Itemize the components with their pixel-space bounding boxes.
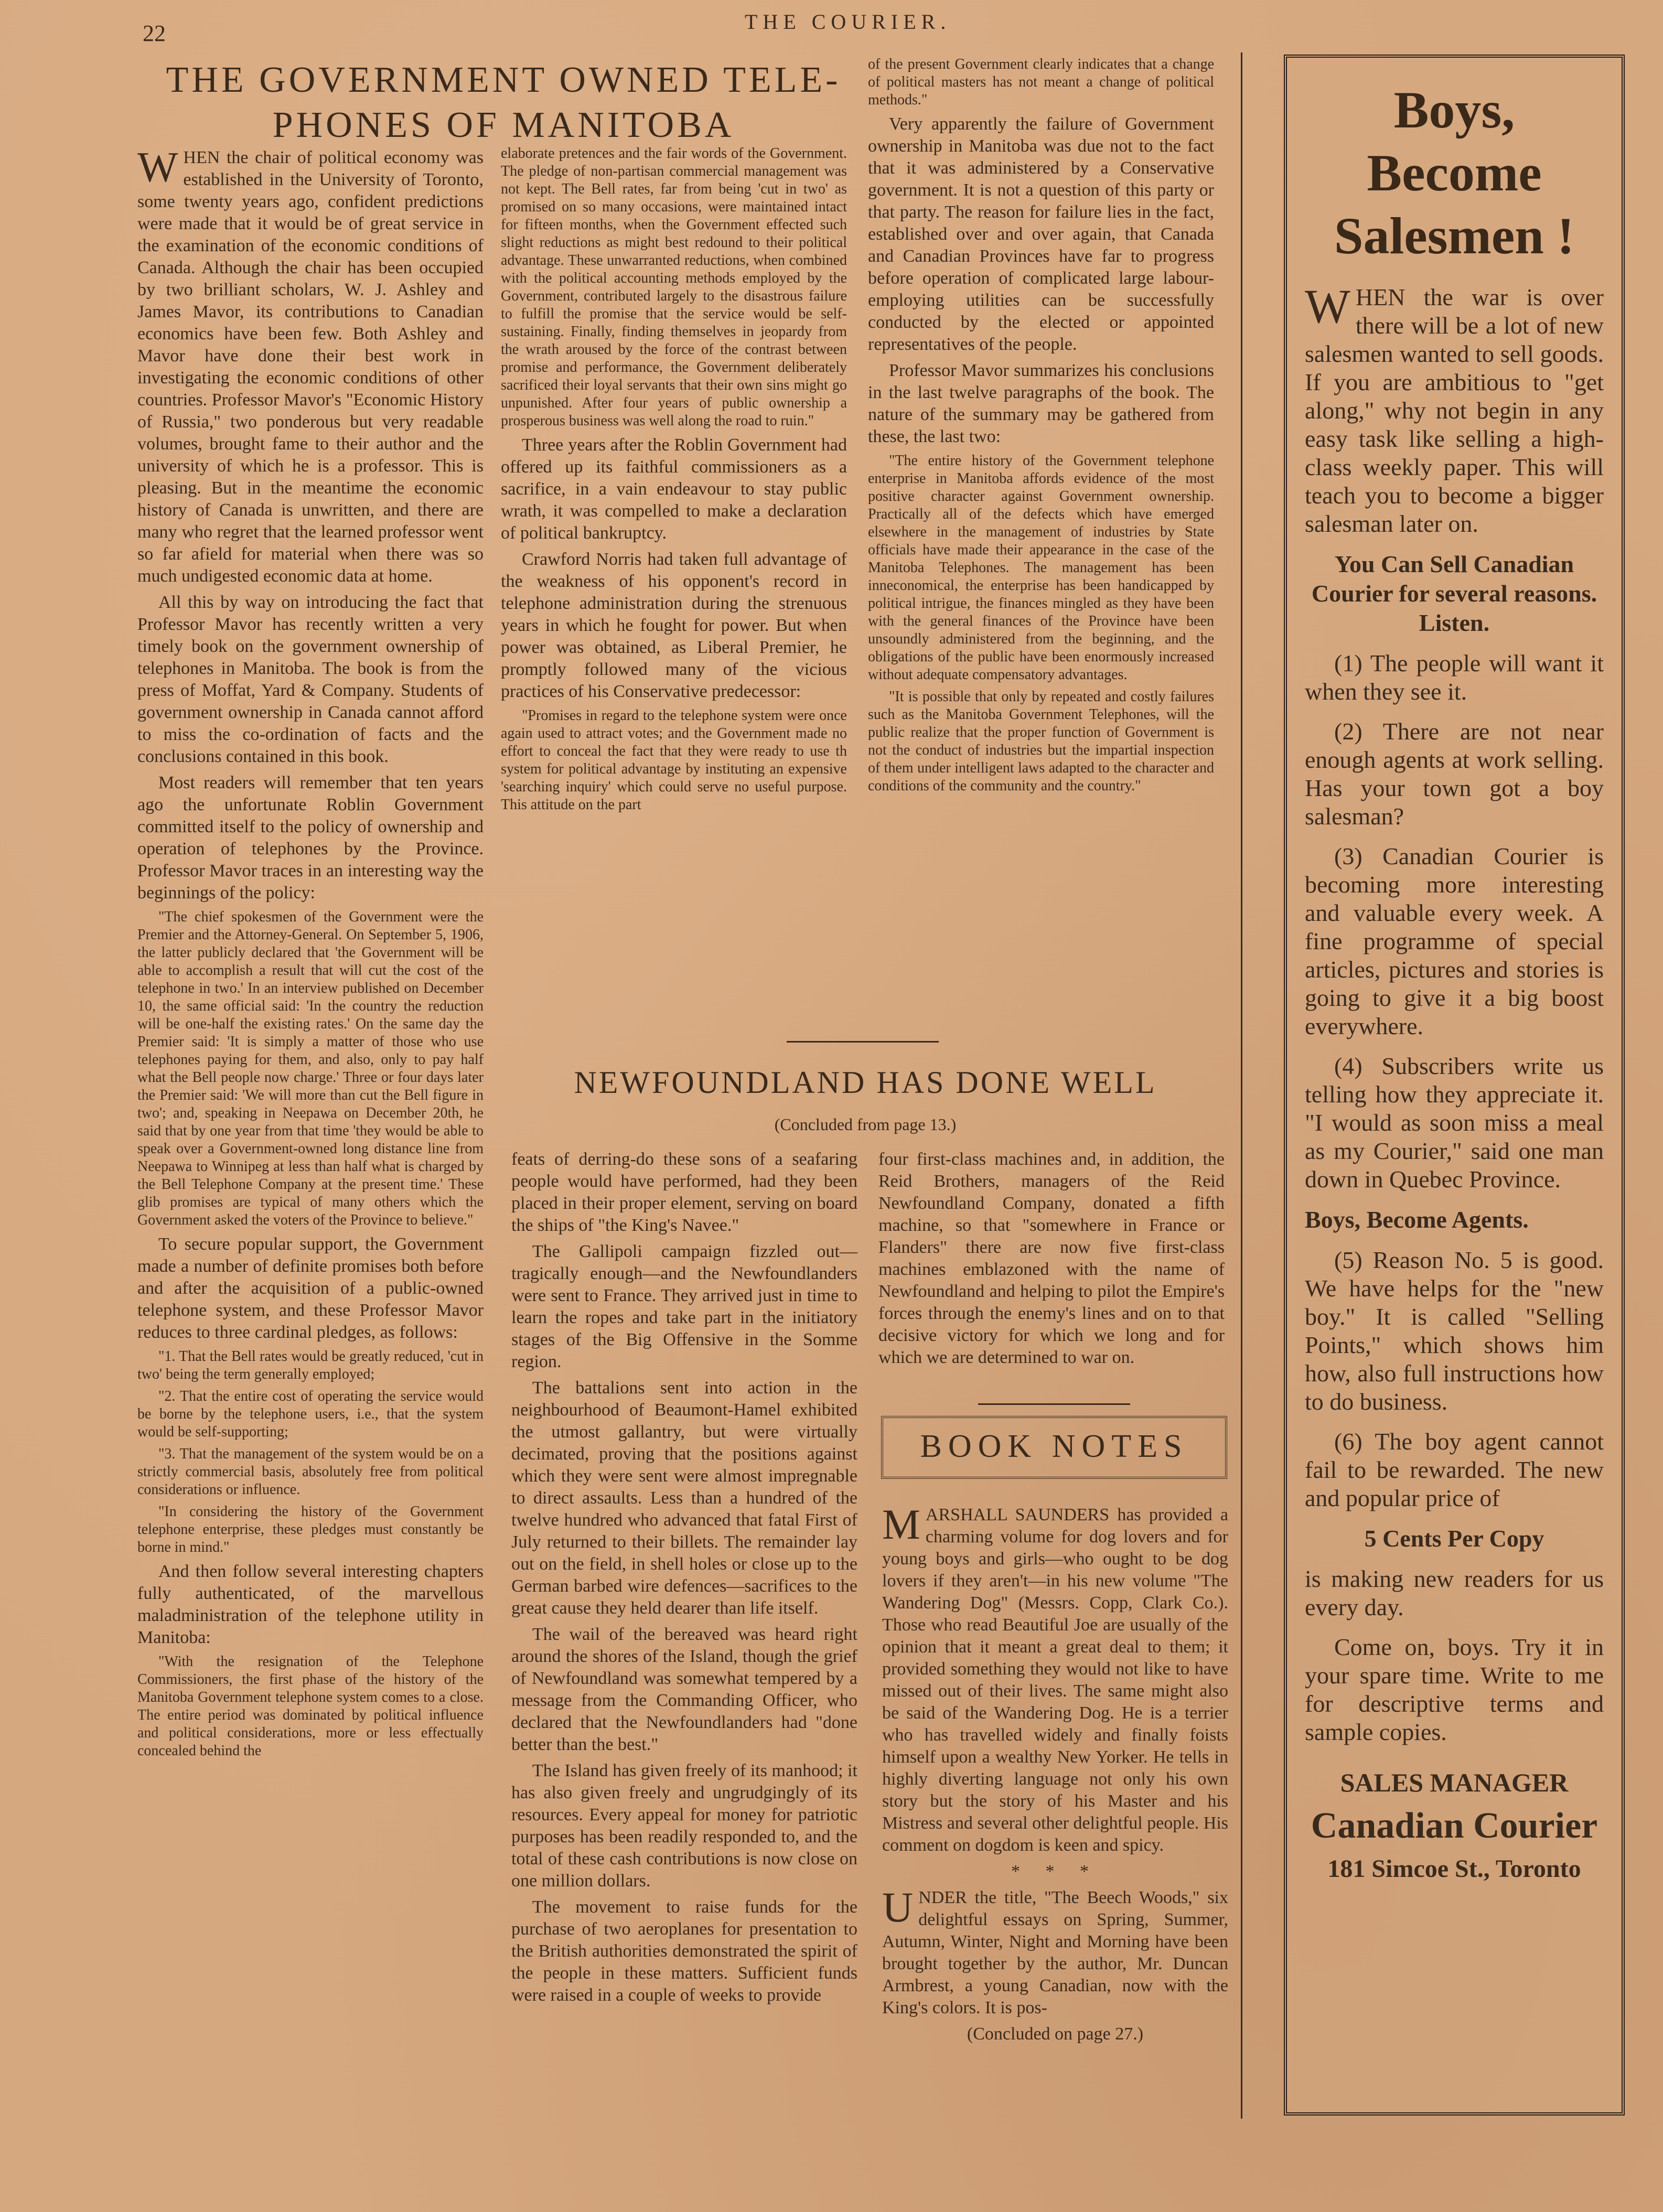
paragraph: The Gallipoli campaign fizzled out—tragically enough—and the Newfoundlanders were sent to France. They arrived just in time to learn the ropes and take part in the initiatory stages of the Big Offensive in the Somme region. <box>511 1242 857 1371</box>
ad-title-line-2: Salesmen ! <box>1334 207 1575 265</box>
ad-address: 181 Simcoe St., Toronto <box>1327 1855 1581 1883</box>
book-notes-heading: BOOK NOTES <box>881 1416 1227 1479</box>
book-review: MARSHALL SAUNDERS has provided a charming volume for dog lovers and for young boys and girls—who ought to be dog lovers if they aren't—in his new volume "The Wandering Dog" (Messrs. Copp, Clark Co.). Those who read Beautiful Joe are usually of the opinion that it meant a great deal to them; it provided something they would not like to have missed out of their lives. The same might also be said of the Wandering Dog. He is a terrier who has travelled widely and finally foists himself upon a wealthy New Yorker. He tells in highly diverting language not only his own story but the story of his Master and his Mistress and several other delightful people. His comment on dogdom is keen and spicy. <box>882 1500 1229 1855</box>
ad-reason-3: (3) Canadian Courier is becoming more interesting and valuable every week. A fine programme of special articles, pictures and stories is going to give it a big boost everywhere. <box>1305 843 1604 1039</box>
lead-paragraph: WHEN the chair of political economy was established in the University of Toronto, some twenty years ago, confident predictions were made that it would be of great service in the examination of the economic conditions of Canada. Although the chair has been occupied by two brilliant scholars, W. J. Ashley and James Mavor, its contributions to Canadian economics have been few. Both Ashley and Mavor have done their best work in investigating the economic conditions of other countries. Professor Mavor's "Economic History of Russia," two ponderous but very readable volumes, brought fame to their author and the university of which he is a professor. This is pleasing. But in the meantime the economic history of Canada is unwritten, and there are many who regret that the learned professor went so far afield for material when there was so much undigested economic data at home. <box>137 143 484 586</box>
pledge-2: "2. That the entire cost of operating the service would be borne by the telephone users, i.e., that the system would be self-supporting; <box>137 1388 484 1440</box>
section-divider: * * * <box>1011 1862 1099 1881</box>
paragraph: Very apparently the failure of Government ownership in Manitoba was due not to the fact that it was administered by a Conservative government. It is not a question of this party or that party. The reason for failure lies in the fact, established over and over again, that Canada and Canadian Provinces have far to progress before operation of complicated large labour-employing utilities can be successfully conducted by the elected or appointed representatives of the people. <box>868 114 1214 354</box>
pledge-1: "1. That the Bell rates would be greatly reduced, 'cut in two' being the term generally employed; <box>137 1348 484 1382</box>
paragraph: four first-class machines and, in addition, the Reid Brothers, managers of the Reid Newfoundland Company, donated a fifth machine, so that "somewhere in France or Flanders" there are now five first-class machines emblazoned with the name of Newfoundland and helping to pilot the Empire's forces through the enemy's lines and on to that decisive victory for which we long and for which we are determined to war on. <box>878 1150 1225 1367</box>
paragraph: All this by way on introducing the fact that Professor Mavor has recently written a very timely book on the government ownership of telephones in Manitoba. The book is from the press of Moffat, Yard & Company. Students of government ownership in Canada cannot afford to miss the co-ordination of facts and the conclusions contained in this book. <box>137 593 484 766</box>
drop-cap: W <box>1305 280 1350 333</box>
ad-reason-5: (5) Reason No. 5 is good. We have helps for the "new boy." It is called "Selling Points," which shows him how, also full instructions how to do business. <box>1305 1247 1604 1415</box>
ad-sales-manager: SALES MANAGER <box>1340 1768 1569 1797</box>
paragraph: Most readers will remember that ten years ago the unfortunate Roblin Government committed itself to the policy of ownership and operation of telephones by the Province. Professor Mavor traces in an interesting way the beginnings of the policy: <box>137 773 484 903</box>
quotation: elaborate pretences and the fair words of the Government. The pledge of non-partisan commercial management was not kept. The Bell rates, far from being 'cut in two' as promised on so many occasions, were maintained intact for fifteen months, when the Government effected such slight reductions as might best redound to their political advantage. These unwarranted reductions, when combined with the political accounting methods employed by the Government, contributed largely to the disastrous failure to fulfill the promise that the service would be self-sustaining. Finally, finding themselves in jeopardy from the wrath aroused by the force of the contrast between promise and performance, the Government deliberately sacrificed their loyal servants that their own sins might go unpunished. After four years of public ownership a prosperous business was well along the road to ruin." <box>501 145 847 429</box>
ad-reason-2: (2) There are not near enough agents at work selling. Has your town got a boy salesman? <box>1305 718 1604 830</box>
paragraph: The Island has given freely of its manhood; it has also given freely and ungrudgingly of its resources. Every appeal for money for patriotic purposes has been readily responded to, and the total of these cash contributions is now close on one million dollars. <box>511 1761 857 1891</box>
ad-price: 5 Cents Per Copy <box>1364 1525 1544 1552</box>
quotation: "With the resignation of the Telephone Commissioners, the first phase of the history of the Manitoba Government telephone system comes to a close. The entire period was dominated by political influence and political considerations, more or less effectually concealed behind the <box>137 1653 484 1759</box>
paragraph: The battalions sent into action in the neighbourhood of Beaumont-Hamel exhibited the utmost gallantry, but were virtually decimated, proving that the positions against which they were sent were almost impregnable to direct assaults. Less than a hundred of the twelve hundred who advanced that fatal First of July returned to their billets. The remainder lay out on the field, in shell holes or close up to the German barbed wire defences—sacrifices to the great cause they held dearer than life itself. <box>511 1378 857 1618</box>
quotation: "The entire history of the Government telephone enterprise in Manitoba affords evidence of the most positive character against Government ownership. Practically all of the defects which have emerged elsewhere in the management of industries by State officials have made their appearance in the case of the Manitoba Telephones. The management has been inneconomical, the enterprise has been handicapped by political intrigue, the finances mingled as they have been with the general finances of the Province have been unsoundly administered from the beginning, and the obligations of the public have been enormously increased without adequate compensatory advantages. <box>868 453 1214 683</box>
ad-subhead: You Can Sell Canadian Courier for several reasons. Listen. <box>1311 551 1597 636</box>
running-head: THE COURIER. <box>745 10 951 34</box>
continued-on-note: (Concluded on page 27.) <box>967 2024 1144 2044</box>
book-notes-column <box>882 1500 1229 2049</box>
separator-rule <box>978 1403 1130 1405</box>
ad-price-note: is making new readers for us every day. <box>1305 1565 1604 1620</box>
newfoundland-column-1 <box>511 1148 857 2011</box>
article-headline <box>131 58 876 148</box>
ad-reason-4: (4) Subscribers write us telling how they appreciate it. "I would as soon miss a meal as my Courier," said one man down in Quebec Province. <box>1305 1053 1604 1193</box>
paragraph: Crawford Norris had taken full advantage of the weakness of his opponent's record in telephone administration during the strenuous years in which he fought for power. But when power was obtained, as Liberal Premier, he promptly followed many of the vicious practices of his Conservative predecessor: <box>501 550 847 701</box>
ad-intro: WHEN the war is over there will be a lot of new salesmen wanted to sell goods. If you are ambitious to "get along," why not begin in any easy task like selling a high-class weekly paper. This will teach you to become a bigger salesman later on. <box>1305 280 1604 537</box>
headline-line-2: PHONES OF MANITOBA <box>272 105 735 145</box>
paragraph: The movement to raise funds for the purchase of two aeroplanes for presentation to the British authorities demonstrated the spirit of the people in these matters. Sufficient funds were raised in a couple of weeks to provide <box>511 1897 857 2005</box>
headline-line-1: THE GOVERNMENT OWNED TELE- <box>166 60 841 100</box>
quotation: "The chief spokesmen of the Government were the Premier and the Attorney-General. On September 5, 1906, the latter publicly declared that 'the Government will be able to accomplish a result that will cut the cost of the telephone in two.' In an interview published on December 10, the same official said: 'In the country the reduction will be one-half the existing rates.' On the same day the Premier said: 'It is simply a matter of those who use telephones paying for them, and also, only to pay half what the Bell people now charge.' Three or four days later the Premier said: 'We will more than cut the Bell figure in two'; and, speaking in Neepawa on December 20th, he said that by one year from that time 'they would be able to speak over a Government-owned long distance line from Neepawa to Winnipeg at less than half what is charged by the Bell Telephone Company at the present time.' These glib promises are typical of many others which the Government asked the voters of the Province to believe." <box>137 909 484 1228</box>
book-review: UNDER the title, "The Beech Woods," six delightful essays on Spring, Summer, Autumn, Winter, Night and Morning have been brought together by the author, Mr. Duncan Armbrest, a young Canadian, now with the King's colors. It is pos- <box>882 1883 1228 2017</box>
article-column-3 <box>868 56 1214 799</box>
paragraph: feats of derring-do these sons of a seafaring people would have performed, had they been placed in their proper element, serving on board the ships of "the King's Navee." <box>511 1150 857 1235</box>
continued-from-note: (Concluded from page 13.) <box>774 1115 957 1134</box>
advertisement-box <box>1284 55 1625 2116</box>
article-column-2 <box>501 145 847 818</box>
paragraph: Professor Mavor summarizes his conclusions in the last twelve paragraphs of the book. The nature of the summary may be gathered from these, the last two: <box>868 361 1214 446</box>
quotation: of the present Government clearly indicates that a change of political masters has not meant a change of political methods." <box>868 56 1214 108</box>
paragraph: Three years after the Roblin Government had offered up its faithful commissioners as a sacrifice, in a vain endeavour to stay public wrath, it was compelled to make a declaration of political bankruptcy. <box>501 435 847 543</box>
drop-cap: M <box>882 1500 920 1548</box>
paragraph: And then follow several interesting chapters fully authenticated, of the marvellous maladministration of the telephone utility in Manitoba: <box>137 1562 484 1647</box>
quotation: "In considering the history of the Government telephone enterprise, these pledges must constantly be borne in mind." <box>137 1504 484 1555</box>
paragraph: To secure popular support, the Government made a number of definite promises both before and after the acquisition of a public-owned telephone system, and these Professor Mavor reduces to three cardinal pledges, as follows: <box>137 1234 484 1342</box>
ad-reason-6: (6) The boy agent cannot fail to be rewarded. The new and popular price of <box>1305 1428 1604 1511</box>
quotation: "Promises in regard to the telephone system were once again used to attract votes; and the Government made no effort to conceal the fact that they were ready to use th system for political advantage by instituting an expensive 'searching inquiry' which could serve no useful purpose. This attitude on the part <box>501 707 847 813</box>
ad-company: Canadian Courier <box>1311 1806 1598 1846</box>
paragraph: The wail of the bereaved was heard right around the shores of the Island, though the grief of Newfoundland was somewhat tempered by a message from the Commanding Officer, who declared that the Newfoundlanders had "done better than the best." <box>511 1625 857 1754</box>
ad-reason-1: (1) The people will want it when they see it. <box>1305 650 1604 705</box>
separator-rule <box>787 1041 939 1043</box>
column-divider <box>1241 52 1242 2119</box>
ad-title-line-1: Boys, Become <box>1367 81 1542 202</box>
drop-cap: W <box>137 143 178 191</box>
newfoundland-headline: NEWFOUNDLAND HAS DONE WELL <box>574 1065 1157 1100</box>
pledge-3: "3. That the management of the system would be on a strictly commercial basis, absolutely free from political considerations or influence. <box>137 1446 484 1498</box>
quotation: "It is possible that only by repeated and costly failures such as the Manitoba Government Telephones, will the public realize that the proper function of Government is not the conduct of industries but the impartial inspection of them under intelligent laws adapted to the character and conditions of the community and the country." <box>868 689 1214 794</box>
drop-cap: U <box>882 1883 914 1931</box>
ad-subhead: Boys, Become Agents. <box>1305 1206 1529 1233</box>
ad-closing: Come on, boys. Try it in your spare time. Write to me for descriptive terms and sample copies. <box>1305 1634 1604 1745</box>
page-number: 22 <box>143 20 166 46</box>
article-column-1 <box>137 143 484 1764</box>
newfoundland-column-2 <box>878 1148 1225 1373</box>
